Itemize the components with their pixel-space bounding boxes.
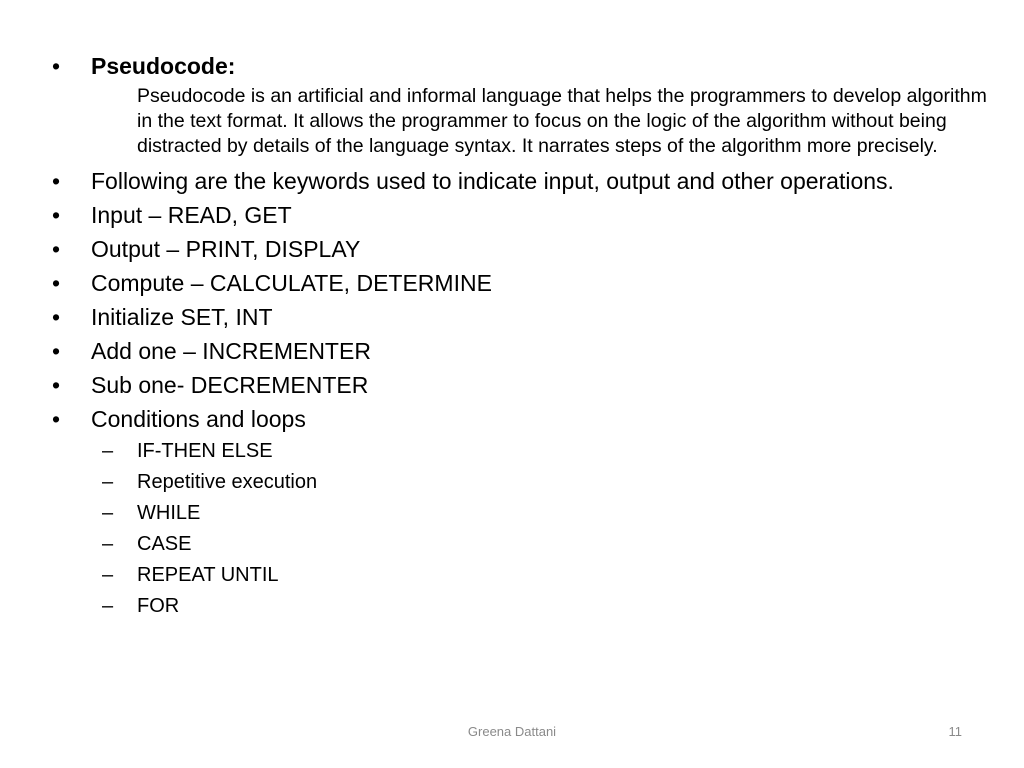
sub-list-item <box>102 470 992 495</box>
bullet-marker: • <box>52 236 61 262</box>
footer-author: Greena Dattani <box>467 724 557 739</box>
bullet-marker: • <box>52 168 61 194</box>
sub-list-item <box>102 439 992 464</box>
bullet-item <box>52 167 992 195</box>
bullet-text: Compute – CALCULATE, DETERMINE <box>91 270 492 296</box>
conditions-sub-list <box>102 439 992 619</box>
bullet-text: Sub one- DECREMENTER <box>91 372 369 398</box>
bullet-item <box>52 337 992 365</box>
bullet-text: Initialize SET, INT <box>91 304 273 330</box>
slide-content <box>52 52 992 625</box>
pseudocode-description: Pseudocode is an artificial and informal language that helps the programmers to develop algorithm in the text format. It allows the programmer to focus on the logic of the algorithm without being distracted by details of the language syntax. It narrates steps of the algorithm more precisely. <box>137 85 987 157</box>
pseudocode-heading: Pseudocode: <box>91 53 236 79</box>
slide-number: 11 <box>948 724 962 739</box>
bullet-text: Input – READ, GET <box>91 202 292 228</box>
bullet-text: Conditions and loops <box>91 406 306 432</box>
bullet-item <box>52 405 992 433</box>
bullet-marker: • <box>52 304 61 330</box>
bullet-item <box>52 303 992 331</box>
sub-list-item <box>102 594 992 619</box>
bullet-pseudocode-heading <box>52 52 992 80</box>
sub-list-item <box>102 501 992 526</box>
sub-item-text: CASE <box>137 533 192 555</box>
sub-item-text: REPEAT UNTIL <box>137 564 279 586</box>
bullet-text: Following are the keywords used to indicate input, output and other operations. <box>91 168 894 194</box>
sub-list-item <box>102 563 992 588</box>
dash-marker: – <box>102 564 114 586</box>
bullet-marker: • <box>52 270 61 296</box>
sub-list-item <box>102 532 992 557</box>
sub-item-text: Repetitive execution <box>137 471 318 493</box>
bullet-marker: • <box>52 53 61 79</box>
dash-marker: – <box>102 533 114 555</box>
bullet-marker: • <box>52 372 61 398</box>
bullet-marker: • <box>52 338 61 364</box>
dash-marker: – <box>102 440 114 462</box>
sub-item-text: IF-THEN ELSE <box>137 440 273 462</box>
bullet-marker: • <box>52 202 61 228</box>
bullet-text: Output – PRINT, DISPLAY <box>91 236 361 262</box>
sub-item-text: WHILE <box>137 502 201 524</box>
bullet-text: Add one – INCREMENTER <box>91 338 371 364</box>
bullet-item <box>52 235 992 263</box>
bullet-marker: • <box>52 406 61 432</box>
sub-item-text: FOR <box>137 595 180 617</box>
bullet-item <box>52 371 992 399</box>
dash-marker: – <box>102 502 114 524</box>
bullet-item <box>52 201 992 229</box>
dash-marker: – <box>102 595 114 617</box>
dash-marker: – <box>102 471 114 493</box>
bullet-item <box>52 269 992 297</box>
